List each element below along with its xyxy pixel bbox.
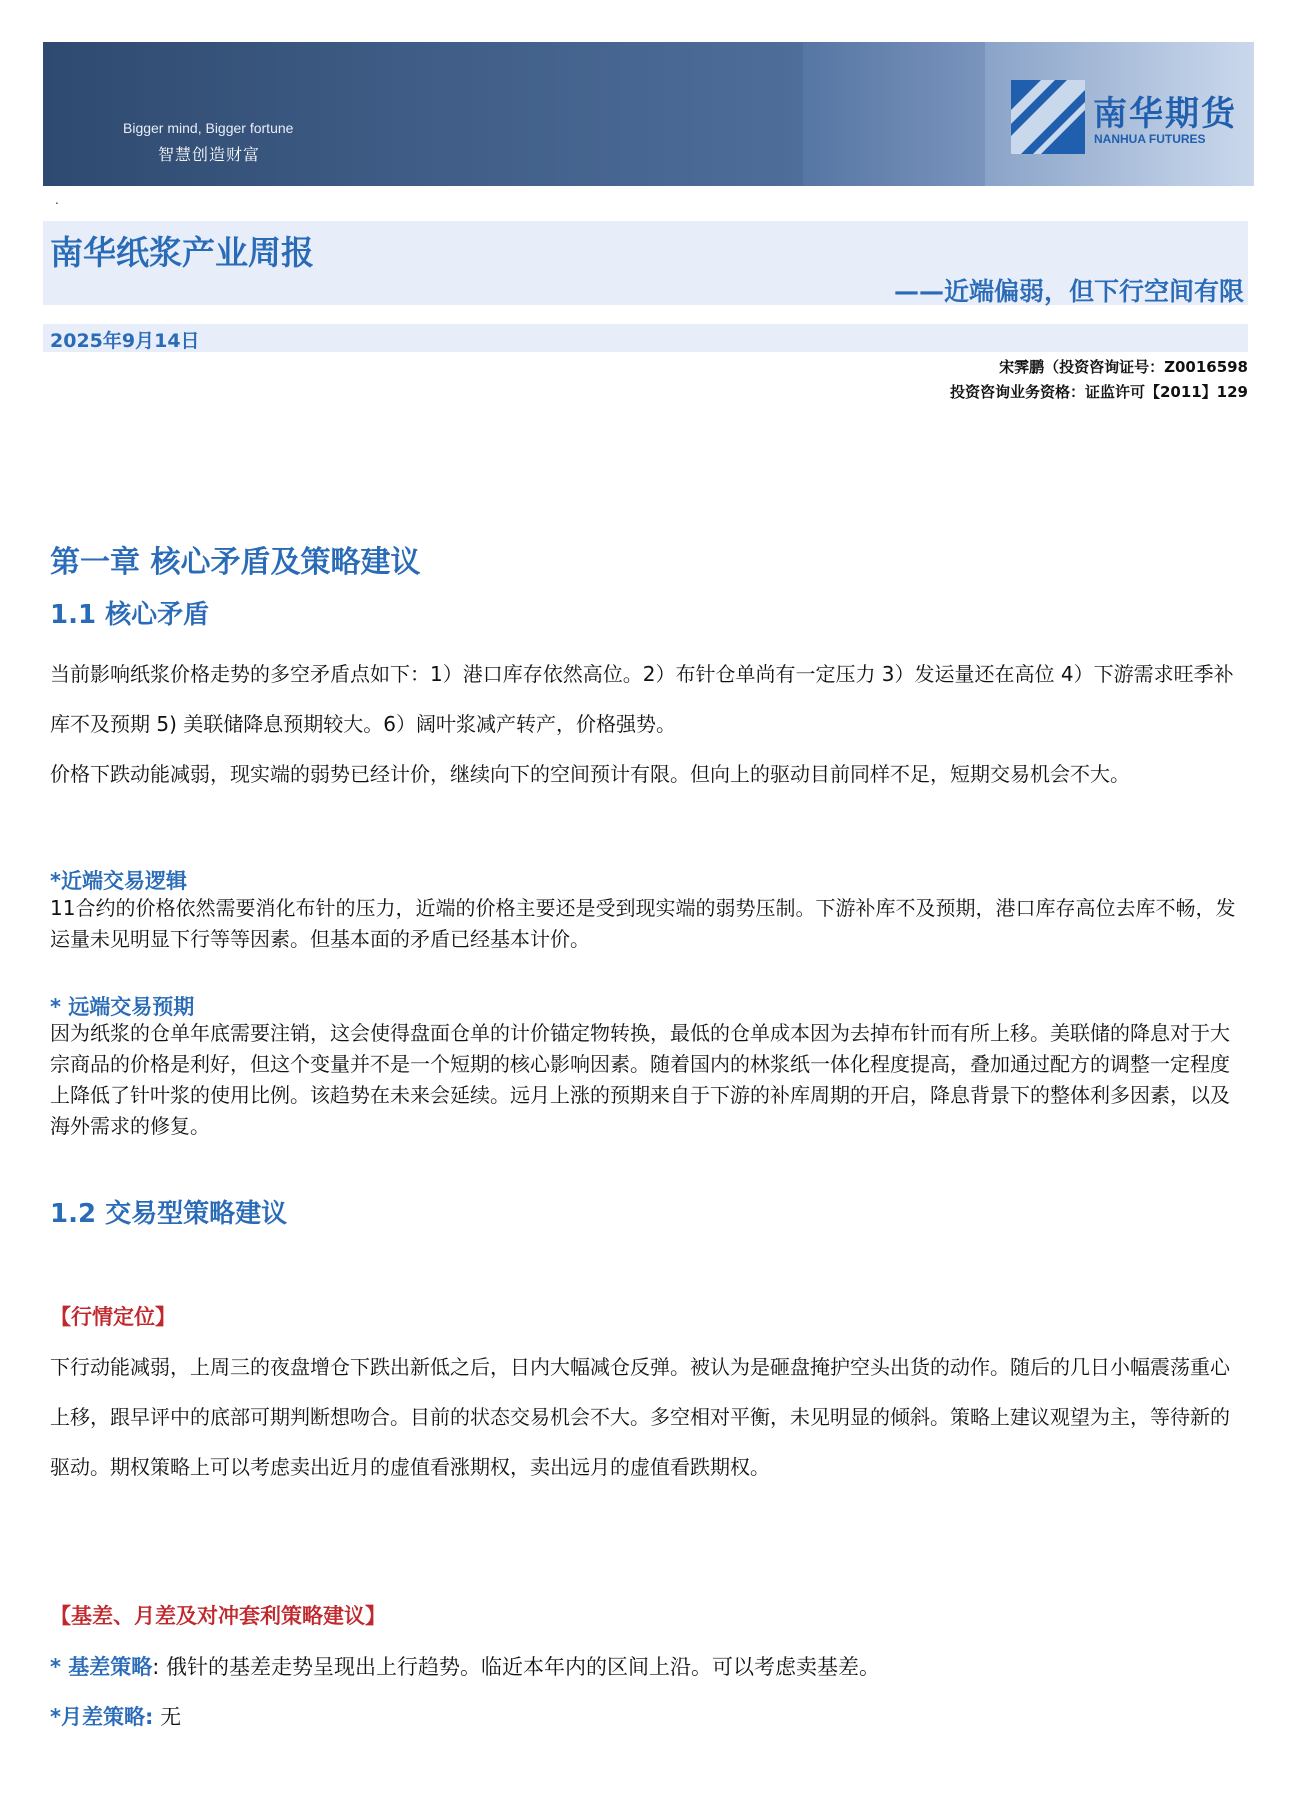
logo-chinese-name: 南华期货 bbox=[1093, 94, 1237, 134]
chapter-heading: 第一章 核心矛盾及策略建议 bbox=[50, 545, 421, 580]
slogan-chinese: 智慧创造财富 bbox=[158, 145, 261, 164]
far-term-expectation-heading: * 远端交易预期 bbox=[50, 995, 195, 1019]
qualification-info: 投资咨询业务资格：证监许可【2011】129 bbox=[949, 383, 1248, 401]
far-term-expectation-text: 因为纸浆的仓单年底需要注销，这会使得盘面仓单的计价锚定物转换，最低的仓单成本因为去掉布针而有所上移。美联储的降息对于大宗商品的价格是利好，但这个变量并不是一个短期的核心影响因素。随着国内的林浆纸一体化程度提高，叠加通过配方的调整一定程度上降低了针叶浆的使用比例。该趋势在未来会延续。远月上涨的预期来自于下游的补库周期的开启，降息背景下的整体利多因素，以及海外需求的修复。 bbox=[50, 1021, 1230, 1138]
company-logo bbox=[1011, 80, 1241, 160]
report-subtitle: ——近端偏弱，但下行空间有限 bbox=[893, 277, 1244, 306]
near-term-logic-heading: *近端交易逻辑 bbox=[50, 869, 187, 893]
report-title: 南华纸浆产业周报 bbox=[50, 233, 314, 272]
market-position-heading: 【行情定位】 bbox=[50, 1305, 176, 1329]
header-banner bbox=[43, 42, 1254, 186]
banner-mid-panel bbox=[803, 42, 985, 186]
basis-strategy-text: : 俄针的基差走势呈现出上行趋势。临近本年内的区间上沿。可以考虑卖基差。 bbox=[152, 1655, 881, 1679]
date-background bbox=[43, 324, 1248, 352]
spread-strategy-text: 无 bbox=[153, 1705, 182, 1729]
slogan-english: Bigger mind, Bigger fortune bbox=[123, 120, 294, 136]
author-info: 宋霁鹏（投资咨询证号：Z0016598 bbox=[999, 358, 1248, 376]
section-1-1-heading: 1.1 核心矛盾 bbox=[50, 600, 210, 630]
basis-strategy-line bbox=[50, 1651, 880, 1681]
stray-dot: . bbox=[55, 193, 59, 207]
nanhua-logo-icon bbox=[1011, 80, 1085, 154]
near-term-logic-text: 11合约的价格依然需要消化布针的压力，近端的价格主要还是受到现实端的弱势压制。下游补库不及预期，港口库存高位去库不畅，发运量未见明显下行等等因素。但基本面的矛盾已经基本计价。 bbox=[50, 896, 1236, 951]
report-date: 2025年9月14日 bbox=[50, 330, 200, 352]
core-contradiction-paragraph-1: 当前影响纸浆价格走势的多空矛盾点如下：1）港口库存依然高位。2）布针仓单尚有一定压力 3）发运量还在高位 4）下游需求旺季补库不及预期 5) 美联储降息预期较大。6）阔叶浆减产转产，价格强势。 bbox=[50, 662, 1234, 736]
market-position-text: 下行动能减弱，上周三的夜盘增仓下跌出新低之后，日内大幅减仓反弹。被认为是砸盘掩护空头出货的动作。随后的几日小幅震荡重心上移，跟早评中的底部可期判断想吻合。目前的状态交易机会不大。多空相对平衡，未见明显的倾斜。策略上建议观望为主，等待新的驱动。期权策略上可以考虑卖出近月的虚值看涨期权，卖出远月的虚值看跌期权。 bbox=[50, 1355, 1230, 1479]
section-1-2-heading: 1.2 交易型策略建议 bbox=[50, 1199, 288, 1229]
logo-english-name: NANHUA FUTURES bbox=[1094, 132, 1206, 146]
basis-strategy-label: * 基差策略 bbox=[50, 1655, 153, 1679]
spread-strategy-label: *月差策略: bbox=[50, 1705, 154, 1729]
hedge-strategy-heading: 【基差、月差及对冲套利策略建议】 bbox=[50, 1604, 386, 1628]
core-contradiction-paragraph-2: 价格下跌动能减弱，现实端的弱势已经计价，继续向下的空间预计有限。但向上的驱动目前同样不足，短期交易机会不大。 bbox=[50, 762, 1130, 786]
spread-strategy-line bbox=[50, 1701, 181, 1731]
